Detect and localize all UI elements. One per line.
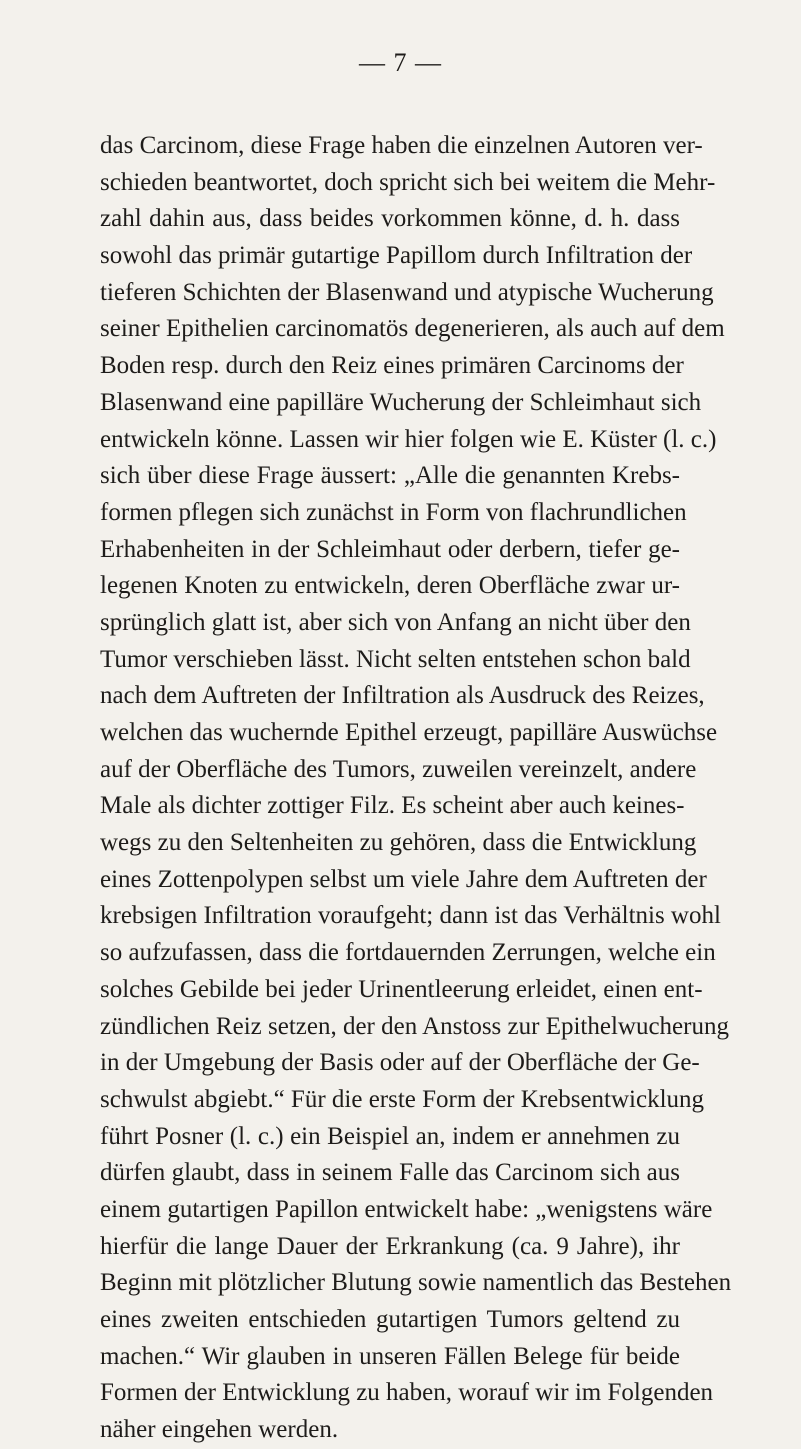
text-line: zahl dahin aus, dass beides vorkommen könne, d. h. dass xyxy=(100,205,680,233)
text-line: solches Gebilde bei jeder Urinentleerung erleidet, einen ent- xyxy=(100,975,703,1003)
text-line: führt Posner (l. c.) ein Beispiel an, indem er annehmen zu xyxy=(100,1122,680,1150)
text-line: einem gutartigen Papillon entwickelt habe: „wenigstens wäre xyxy=(100,1195,713,1223)
text-line: Boden resp. durch den Reiz eines primären Carcinoms der xyxy=(100,352,684,380)
text-line: eines Zottenpolypen selbst um viele Jahre dem Auftreten der xyxy=(100,865,707,893)
text-line: tieferen Schichten der Blasenwand und atypische Wucherung xyxy=(100,278,714,306)
text-line: zündlichen Reiz setzen, der den Anstoss zur Epithelwucherung xyxy=(100,1012,729,1040)
page-number: — 7 — xyxy=(359,48,442,77)
text-line: Beginn mit plötzlicher Blutung sowie namentlich das Bestehen xyxy=(100,1269,732,1297)
text-line: krebsigen Infiltration voraufgeht; dann ist das Verhältnis wohl xyxy=(100,902,721,930)
text-line: schwulst abgiebt.“ Für die erste Form der Krebsentwicklung xyxy=(100,1085,705,1113)
text-line: auf der Oberfläche des Tumors, zuweilen vereinzelt, andere xyxy=(100,755,697,783)
text-line: Male als dichter zottiger Filz. Es scheint aber auch keines- xyxy=(100,792,685,820)
text-line: legenen Knoten zu entwickeln, deren Oberfläche zwar ur- xyxy=(100,572,680,600)
text-line: dürfen glaubt, dass in seinem Falle das Carcinom sich aus xyxy=(100,1159,680,1187)
text-line: in der Umgebung der Basis oder auf der Oberfläche der Ge- xyxy=(100,1049,700,1077)
text-line: Tumor verschieben lässt. Nicht selten entstehen schon bald xyxy=(100,645,691,673)
text-line: näher eingehen werden. xyxy=(100,1416,339,1444)
text-line: schieden beantwortet, doch spricht sich bei weitem die Mehr- xyxy=(100,168,716,196)
text-line: das Carcinom, diese Frage haben die einzelnen Autoren ver- xyxy=(100,132,703,159)
text-line: welchen das wuchernde Epithel erzeugt, papilläre Auswüchse xyxy=(100,719,718,746)
text-line: sprünglich glatt ist, aber sich von Anfang an nicht über den xyxy=(100,608,691,636)
text-line: eines zweiten entschieden gutartigen Tumors geltend zu xyxy=(100,1306,680,1333)
text-line: Blasenwand eine papilläre Wucherung der Schleimhaut sich xyxy=(100,388,702,416)
text-line: entwickeln könne. Lassen wir hier folgen wie E. Küster (l. c.) xyxy=(100,425,717,453)
text-line: so aufzufassen, dass die fortdauernden Zerrungen, welche ein xyxy=(100,939,716,967)
body-paragraph xyxy=(100,128,732,1449)
text-line: sich über diese Frage äussert: „Alle die genannten Krebs- xyxy=(100,462,680,490)
text-line: Formen der Entwicklung zu haben, worauf wir im Folgenden xyxy=(100,1379,714,1407)
text-line: Erhabenheiten in der Schleimhaut oder derbern, tiefer ge- xyxy=(100,535,680,563)
text-line: hierfür die lange Dauer der Erkrankung (ca. 9 Jahre), ihr xyxy=(100,1232,680,1260)
text-line: wegs zu den Seltenheiten zu gehören, dass die Entwicklung xyxy=(100,829,697,857)
text-line: machen.“ Wir glauben in unseren Fällen Belege für beide xyxy=(100,1342,680,1370)
text-line: formen pflegen sich zunächst in Form von flachrundlichen xyxy=(100,498,687,526)
text-line: sowohl das primär gutartige Papillom durch Infiltration der xyxy=(100,242,693,270)
text-line: nach dem Auftreten der Infiltration als Ausdruck des Reizes, xyxy=(100,682,705,710)
text-line: seiner Epithelien carcinomatös degenerieren, als auch auf dem xyxy=(100,315,725,343)
